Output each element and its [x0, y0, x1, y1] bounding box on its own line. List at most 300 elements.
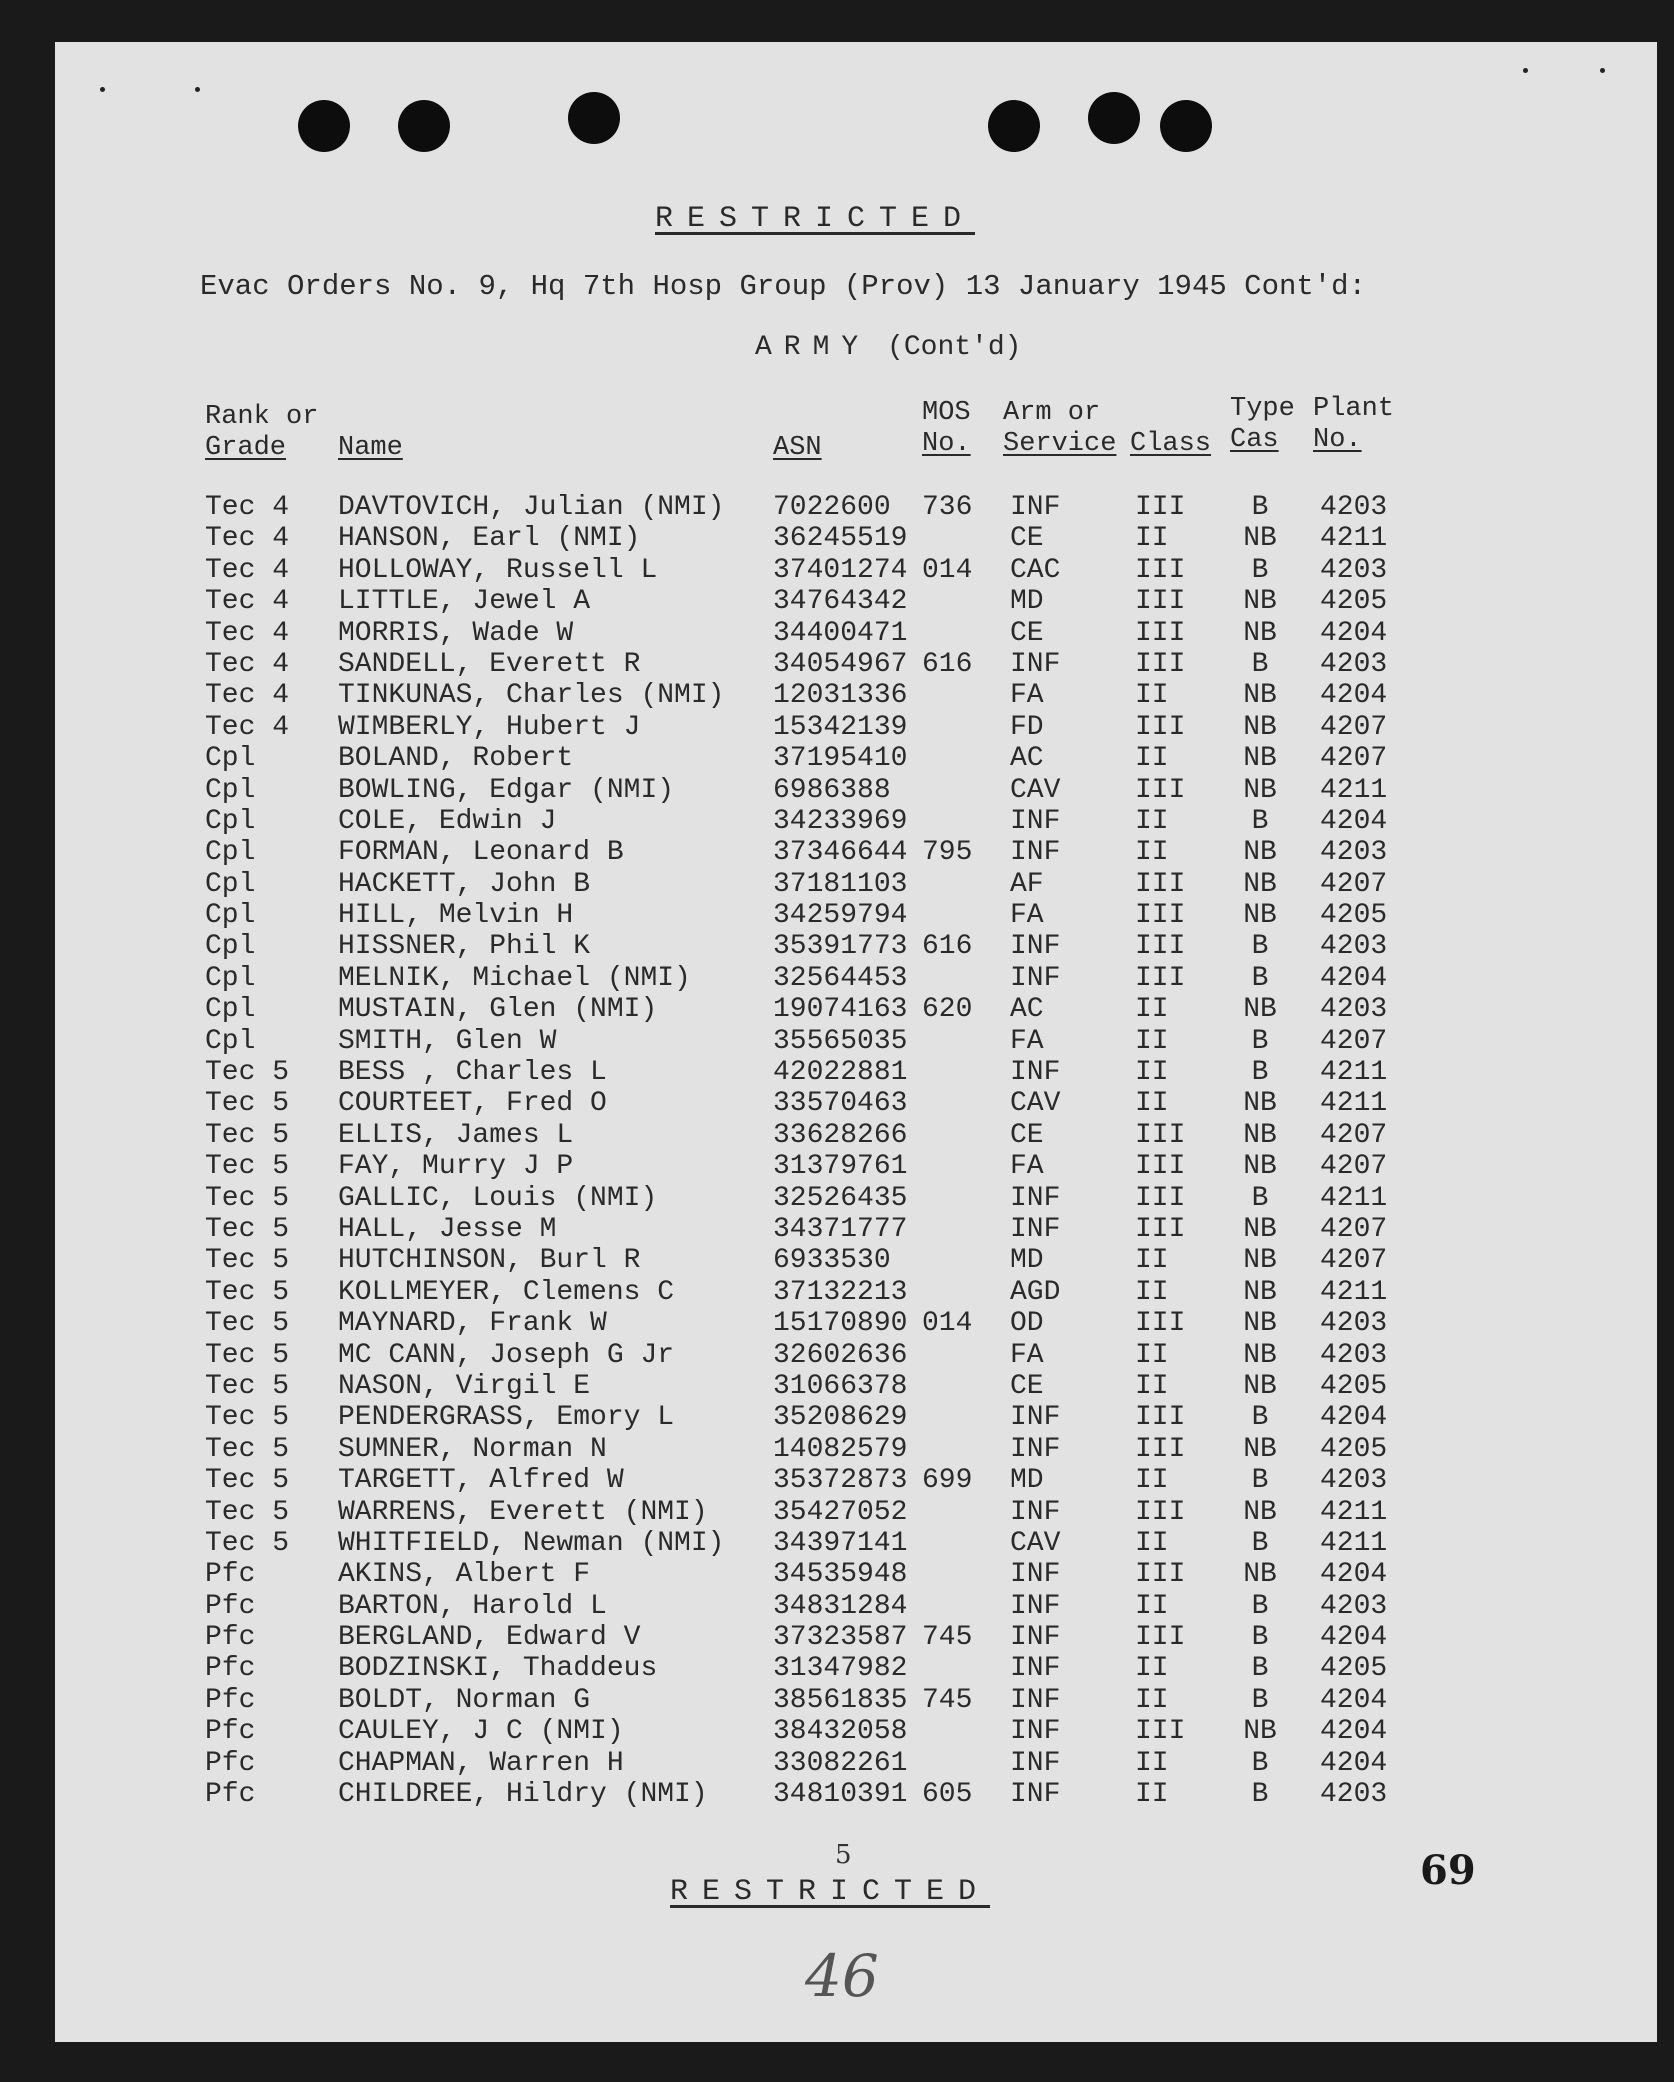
- cell-name: KOLLMEYER, Clemens C: [338, 1276, 675, 1308]
- cell-name: SMITH, Glen W: [338, 1025, 557, 1057]
- cell-plant: 4203: [1320, 1339, 1388, 1371]
- cell-class: II: [1135, 1747, 1169, 1779]
- cell-arm-service: INF: [1010, 805, 1061, 837]
- table-row: [55, 1183, 1657, 1214]
- table-row: [55, 1057, 1657, 1088]
- document-page: [55, 42, 1657, 2042]
- cell-rank: Pfc: [205, 1653, 256, 1685]
- cell-class: II: [1135, 743, 1169, 775]
- table-row: [55, 1026, 1657, 1057]
- cell-arm-service: INF: [1010, 1716, 1061, 1748]
- punch-hole-left-1: [298, 100, 350, 152]
- cell-name: DAVTOVICH, Julian (NMI): [338, 492, 725, 523]
- cell-rank: Cpl: [205, 805, 256, 837]
- table-row: [55, 1465, 1657, 1496]
- cell-name: TINKUNAS, Charles (NMI): [338, 680, 725, 712]
- cell-name: HANSON, Earl (NMI): [338, 523, 641, 555]
- cell-class: III: [1135, 1496, 1186, 1528]
- cell-name: CHILDREE, Hildry (NMI): [338, 1779, 708, 1811]
- header-type: [1230, 394, 1295, 456]
- cell-rank: Cpl: [205, 1025, 256, 1057]
- cell-class: III: [1135, 586, 1186, 618]
- cell-class: III: [1135, 1716, 1186, 1748]
- cell-asn: 14082579: [773, 1433, 908, 1465]
- speck: [100, 87, 105, 92]
- cell-type-cas: NB: [1243, 743, 1277, 775]
- cell-name: SANDELL, Everett R: [338, 648, 641, 680]
- cell-class: III: [1135, 617, 1186, 649]
- cell-arm-service: INF: [1010, 931, 1061, 963]
- header-arm-line1: Arm or: [1003, 398, 1101, 428]
- header-type-line1: Type: [1230, 394, 1295, 424]
- cell-class: III: [1135, 648, 1186, 680]
- cell-name: HUTCHINSON, Burl R: [338, 1245, 641, 1277]
- cell-plant: 4203: [1320, 837, 1388, 869]
- cell-plant: 4203: [1320, 1308, 1388, 1340]
- table-row: [55, 806, 1657, 837]
- page-number: 69: [1420, 1847, 1476, 1894]
- header-class-label: Class: [1130, 429, 1212, 459]
- table-row: [55, 680, 1657, 711]
- cell-arm-service: INF: [1010, 1622, 1061, 1654]
- cell-plant: 4207: [1320, 711, 1388, 743]
- cell-name: GALLIC, Louis (NMI): [338, 1182, 658, 1214]
- cell-arm-service: INF: [1010, 1590, 1061, 1622]
- cell-mos: 745: [922, 1684, 973, 1716]
- cell-rank: Tec 5: [205, 1433, 290, 1465]
- table-row: [55, 1716, 1657, 1747]
- cell-arm-service: MD: [1010, 586, 1044, 618]
- header-name-label: Name: [338, 433, 403, 463]
- cell-mos: 620: [922, 994, 973, 1026]
- cell-type-cas: B: [1251, 648, 1269, 680]
- cell-arm-service: OD: [1010, 1308, 1044, 1340]
- cell-rank: Cpl: [205, 900, 256, 932]
- table-row: [55, 649, 1657, 680]
- cell-rank: Tec 5: [205, 1496, 290, 1528]
- header-rank-line2: Grade: [205, 433, 287, 463]
- cell-type-cas: B: [1251, 492, 1269, 523]
- table-row: [55, 1497, 1657, 1528]
- cell-type-cas: B: [1251, 1622, 1269, 1654]
- cell-asn: 34810391: [773, 1779, 908, 1811]
- cell-type-cas: B: [1251, 1747, 1269, 1779]
- cell-arm-service: INF: [1010, 1559, 1061, 1591]
- cell-rank: Tec 4: [205, 711, 290, 743]
- cell-asn: 37401274: [773, 554, 908, 586]
- cell-type-cas: B: [1251, 1025, 1269, 1057]
- cell-name: SUMNER, Norman N: [338, 1433, 607, 1465]
- cell-rank: Tec 5: [205, 1245, 290, 1277]
- cell-rank: Tec 4: [205, 523, 290, 555]
- cell-mos: 745: [922, 1622, 973, 1654]
- speck: [195, 87, 200, 92]
- punch-hole-right-2: [1088, 92, 1140, 144]
- cell-type-cas: NB: [1243, 680, 1277, 712]
- cell-asn: 15170890: [773, 1308, 908, 1340]
- table-row: [55, 1779, 1657, 1810]
- cell-arm-service: INF: [1010, 1779, 1061, 1811]
- cell-rank: Tec 5: [205, 1276, 290, 1308]
- cell-class: III: [1135, 1119, 1186, 1151]
- cell-class: III: [1135, 711, 1186, 743]
- cell-rank: Tec 5: [205, 1527, 290, 1559]
- cell-rank: Pfc: [205, 1559, 256, 1591]
- cell-type-cas: B: [1251, 1590, 1269, 1622]
- orders-reference-line: Evac Orders No. 9, Hq 7th Hosp Group (Prov) 13 January 1945 Cont'd:: [200, 270, 1366, 303]
- cell-rank: Tec 5: [205, 1088, 290, 1120]
- cell-plant: 4207: [1320, 743, 1388, 775]
- cell-plant: 4203: [1320, 931, 1388, 963]
- cell-rank: Cpl: [205, 868, 256, 900]
- cell-arm-service: CE: [1010, 617, 1044, 649]
- cell-rank: Tec 5: [205, 1213, 290, 1245]
- cell-asn: 34371777: [773, 1213, 908, 1245]
- cell-type-cas: NB: [1243, 1339, 1277, 1371]
- cell-class: II: [1135, 1465, 1169, 1497]
- cell-asn: 37323587: [773, 1622, 908, 1654]
- cell-class: II: [1135, 1276, 1169, 1308]
- cell-plant: 4211: [1320, 1527, 1388, 1559]
- cell-arm-service: FA: [1010, 680, 1044, 712]
- cell-class: III: [1135, 1151, 1186, 1183]
- footer-restricted-label: RESTRICTED: [670, 1875, 991, 1909]
- cell-class: II: [1135, 1088, 1169, 1120]
- cell-name: MUSTAIN, Glen (NMI): [338, 994, 658, 1026]
- cell-name: WARRENS, Everett (NMI): [338, 1496, 708, 1528]
- section-army-label: ARMY: [755, 332, 871, 363]
- table-row: [55, 931, 1657, 962]
- header-arm-line2: Service: [1003, 429, 1117, 459]
- table-row: [55, 1685, 1657, 1716]
- cell-asn: 35372873: [773, 1465, 908, 1497]
- table-row: [55, 1214, 1657, 1245]
- cell-class: III: [1135, 1402, 1186, 1434]
- cell-asn: 7022600: [773, 492, 891, 523]
- cell-name: ELLIS, James L: [338, 1119, 574, 1151]
- table-row: [55, 492, 1657, 523]
- cell-class: III: [1135, 1213, 1186, 1245]
- cell-name: HOLLOWAY, Russell L: [338, 554, 658, 586]
- cell-arm-service: CAV: [1010, 1088, 1061, 1120]
- cell-asn: 34233969: [773, 805, 908, 837]
- cell-name: BESS , Charles L: [338, 1057, 607, 1089]
- cell-type-cas: NB: [1243, 774, 1277, 806]
- cell-plant: 4204: [1320, 1747, 1388, 1779]
- table-row: [55, 1559, 1657, 1590]
- cell-name: BODZINSKI, Thaddeus: [338, 1653, 658, 1685]
- cell-asn: 35565035: [773, 1025, 908, 1057]
- header-mos-line1: MOS: [922, 398, 971, 428]
- cell-plant: 4203: [1320, 1590, 1388, 1622]
- cell-rank: Tec 5: [205, 1402, 290, 1434]
- cell-rank: Tec 5: [205, 1339, 290, 1371]
- cell-name: WHITFIELD, Newman (NMI): [338, 1527, 725, 1559]
- table-row: [55, 1308, 1657, 1339]
- cell-plant: 4205: [1320, 586, 1388, 618]
- cell-rank: Tec 5: [205, 1465, 290, 1497]
- cell-class: II: [1135, 1245, 1169, 1277]
- cell-rank: Pfc: [205, 1716, 256, 1748]
- cell-plant: 4207: [1320, 1119, 1388, 1151]
- cell-plant: 4203: [1320, 1779, 1388, 1811]
- cell-mos: 736: [922, 492, 973, 523]
- cell-arm-service: FA: [1010, 1151, 1044, 1183]
- cell-name: LITTLE, Jewel A: [338, 586, 591, 618]
- table-row: [55, 555, 1657, 586]
- cell-asn: 6933530: [773, 1245, 891, 1277]
- cell-class: II: [1135, 1779, 1169, 1811]
- cell-class: III: [1135, 1559, 1186, 1591]
- table-row: [55, 712, 1657, 743]
- table-row: [55, 743, 1657, 774]
- cell-arm-service: INF: [1010, 1684, 1061, 1716]
- cell-asn: 32526435: [773, 1182, 908, 1214]
- cell-rank: Cpl: [205, 837, 256, 869]
- cell-plant: 4205: [1320, 1653, 1388, 1685]
- cell-plant: 4204: [1320, 805, 1388, 837]
- cell-class: II: [1135, 837, 1169, 869]
- header-type-line2: Cas: [1230, 425, 1279, 455]
- table-row: [55, 775, 1657, 806]
- roster-table-body: [55, 492, 1657, 1810]
- cell-asn: 34535948: [773, 1559, 908, 1591]
- cell-asn: 31066378: [773, 1370, 908, 1402]
- cell-asn: 33628266: [773, 1119, 908, 1151]
- cell-plant: 4211: [1320, 1276, 1388, 1308]
- cell-arm-service: CAV: [1010, 774, 1061, 806]
- header-rank-line1: Rank or: [205, 402, 319, 432]
- cell-rank: Tec 4: [205, 617, 290, 649]
- table-row: [55, 1622, 1657, 1653]
- cell-rank: Pfc: [205, 1779, 256, 1811]
- table-row: [55, 1402, 1657, 1433]
- cell-name: NASON, Virgil E: [338, 1370, 591, 1402]
- cell-plant: 4204: [1320, 1559, 1388, 1591]
- speck: [1600, 68, 1605, 73]
- cell-plant: 4204: [1320, 962, 1388, 994]
- cell-asn: 32602636: [773, 1339, 908, 1371]
- cell-arm-service: INF: [1010, 648, 1061, 680]
- cell-class: III: [1135, 774, 1186, 806]
- handwritten-number: 46: [805, 1942, 879, 2010]
- cell-arm-service: AC: [1010, 994, 1044, 1026]
- table-row: [55, 1591, 1657, 1622]
- table-row: [55, 994, 1657, 1025]
- cell-name: WIMBERLY, Hubert J: [338, 711, 641, 743]
- cell-asn: 12031336: [773, 680, 908, 712]
- cell-type-cas: B: [1251, 1465, 1269, 1497]
- cell-asn: 37132213: [773, 1276, 908, 1308]
- header-class: [1130, 429, 1211, 460]
- cell-mos: 616: [922, 931, 973, 963]
- cell-arm-service: AGD: [1010, 1276, 1061, 1308]
- cell-asn: 19074163: [773, 994, 908, 1026]
- cell-type-cas: NB: [1243, 1716, 1277, 1748]
- header-asn-label: ASN: [773, 433, 822, 463]
- cell-class: II: [1135, 1653, 1169, 1685]
- cell-class: II: [1135, 1025, 1169, 1057]
- cell-arm-service: FD: [1010, 711, 1044, 743]
- header-plant-line2: No.: [1313, 425, 1362, 455]
- cell-name: AKINS, Albert F: [338, 1559, 591, 1591]
- header-rank: [205, 402, 318, 464]
- cell-type-cas: NB: [1243, 1119, 1277, 1151]
- cell-asn: 34259794: [773, 900, 908, 932]
- cell-class: II: [1135, 1370, 1169, 1402]
- table-row: [55, 1151, 1657, 1182]
- cell-type-cas: B: [1251, 805, 1269, 837]
- cell-name: BOLDT, Norman G: [338, 1684, 591, 1716]
- cell-plant: 4207: [1320, 1245, 1388, 1277]
- cell-asn: 15342139: [773, 711, 908, 743]
- cell-plant: 4205: [1320, 900, 1388, 932]
- cell-arm-service: MD: [1010, 1245, 1044, 1277]
- table-row: [55, 1340, 1657, 1371]
- cell-arm-service: INF: [1010, 1653, 1061, 1685]
- cell-arm-service: CAV: [1010, 1527, 1061, 1559]
- header-arm: [1003, 398, 1116, 460]
- cell-name: CAULEY, J C (NMI): [338, 1716, 624, 1748]
- cell-class: II: [1135, 680, 1169, 712]
- punch-hole-left-2: [398, 100, 450, 152]
- header-asn: [773, 433, 822, 464]
- cell-mos: 699: [922, 1465, 973, 1497]
- cell-plant: 4211: [1320, 774, 1388, 806]
- cell-name: HACKETT, John B: [338, 868, 591, 900]
- cell-name: FORMAN, Leonard B: [338, 837, 624, 869]
- cell-name: HALL, Jesse M: [338, 1213, 557, 1245]
- cell-asn: 35208629: [773, 1402, 908, 1434]
- cell-type-cas: B: [1251, 1684, 1269, 1716]
- cell-class: II: [1135, 994, 1169, 1026]
- header-plant-line1: Plant: [1313, 394, 1395, 424]
- cell-class: II: [1135, 1590, 1169, 1622]
- cell-asn: 31347982: [773, 1653, 908, 1685]
- cell-name: BARTON, Harold L: [338, 1590, 607, 1622]
- cell-rank: Tec 5: [205, 1119, 290, 1151]
- cell-asn: 34397141: [773, 1527, 908, 1559]
- cell-arm-service: CE: [1010, 1370, 1044, 1402]
- annotation-mark: 5: [835, 1840, 852, 1870]
- cell-class: III: [1135, 962, 1186, 994]
- cell-rank: Tec 5: [205, 1308, 290, 1340]
- cell-class: III: [1135, 1308, 1186, 1340]
- table-row: [55, 1528, 1657, 1559]
- speck: [1523, 68, 1528, 73]
- cell-asn: 36245519: [773, 523, 908, 555]
- cell-name: HISSNER, Phil K: [338, 931, 591, 963]
- cell-arm-service: CAC: [1010, 554, 1061, 586]
- cell-asn: 31379761: [773, 1151, 908, 1183]
- cell-type-cas: NB: [1243, 523, 1277, 555]
- header-restricted-label: RESTRICTED: [655, 202, 976, 236]
- table-row: [55, 837, 1657, 868]
- cell-class: III: [1135, 868, 1186, 900]
- cell-type-cas: B: [1251, 554, 1269, 586]
- header-mos-line2: No.: [922, 429, 971, 459]
- cell-type-cas: B: [1251, 1779, 1269, 1811]
- cell-arm-service: FA: [1010, 1339, 1044, 1371]
- cell-plant: 4207: [1320, 1025, 1388, 1057]
- cell-type-cas: NB: [1243, 1088, 1277, 1120]
- cell-arm-service: AF: [1010, 868, 1044, 900]
- cell-rank: Cpl: [205, 774, 256, 806]
- cell-asn: 38432058: [773, 1716, 908, 1748]
- cell-arm-service: AC: [1010, 743, 1044, 775]
- cell-type-cas: NB: [1243, 868, 1277, 900]
- cell-plant: 4211: [1320, 1057, 1388, 1089]
- cell-asn: 37181103: [773, 868, 908, 900]
- cell-arm-service: INF: [1010, 1496, 1061, 1528]
- table-row: [55, 523, 1657, 554]
- table-row: [55, 963, 1657, 994]
- cell-arm-service: INF: [1010, 1747, 1061, 1779]
- punch-hole-right-1: [988, 100, 1040, 152]
- cell-asn: 37346644: [773, 837, 908, 869]
- cell-arm-service: CE: [1010, 1119, 1044, 1151]
- cell-plant: 4211: [1320, 523, 1388, 555]
- table-row: [55, 869, 1657, 900]
- cell-type-cas: NB: [1243, 994, 1277, 1026]
- cell-class: II: [1135, 1684, 1169, 1716]
- cell-asn: 34400471: [773, 617, 908, 649]
- cell-type-cas: B: [1251, 1057, 1269, 1089]
- table-row: [55, 1371, 1657, 1402]
- cell-name: BERGLAND, Edward V: [338, 1622, 641, 1654]
- cell-type-cas: NB: [1243, 617, 1277, 649]
- cell-name: MAYNARD, Frank W: [338, 1308, 607, 1340]
- cell-type-cas: NB: [1243, 1433, 1277, 1465]
- cell-asn: 33570463: [773, 1088, 908, 1120]
- cell-rank: Tec 4: [205, 492, 290, 523]
- cell-arm-service: INF: [1010, 1402, 1061, 1434]
- cell-name: MC CANN, Joseph G Jr: [338, 1339, 675, 1371]
- cell-name: CHAPMAN, Warren H: [338, 1747, 624, 1779]
- cell-type-cas: B: [1251, 1527, 1269, 1559]
- cell-class: III: [1135, 931, 1186, 963]
- cell-rank: Cpl: [205, 743, 256, 775]
- cell-asn: 33082261: [773, 1747, 908, 1779]
- cell-class: II: [1135, 523, 1169, 555]
- table-row: [55, 586, 1657, 617]
- cell-arm-service: FA: [1010, 1025, 1044, 1057]
- cell-name: BOLAND, Robert: [338, 743, 574, 775]
- cell-rank: Cpl: [205, 962, 256, 994]
- cell-plant: 4207: [1320, 1213, 1388, 1245]
- cell-arm-service: MD: [1010, 1465, 1044, 1497]
- cell-rank: Cpl: [205, 931, 256, 963]
- cell-asn: 34054967: [773, 648, 908, 680]
- cell-class: III: [1135, 554, 1186, 586]
- cell-type-cas: B: [1251, 931, 1269, 963]
- cell-rank: Tec 5: [205, 1182, 290, 1214]
- cell-arm-service: INF: [1010, 837, 1061, 869]
- cell-rank: Pfc: [205, 1590, 256, 1622]
- cell-plant: 4205: [1320, 1370, 1388, 1402]
- cell-class: II: [1135, 805, 1169, 837]
- table-row: [55, 618, 1657, 649]
- cell-rank: Pfc: [205, 1747, 256, 1779]
- cell-plant: 4204: [1320, 680, 1388, 712]
- cell-asn: 34764342: [773, 586, 908, 618]
- punch-hole-left-3: [568, 92, 620, 144]
- cell-arm-service: INF: [1010, 962, 1061, 994]
- table-row: [55, 1277, 1657, 1308]
- cell-rank: Tec 5: [205, 1370, 290, 1402]
- table-row: [55, 900, 1657, 931]
- cell-class: III: [1135, 1182, 1186, 1214]
